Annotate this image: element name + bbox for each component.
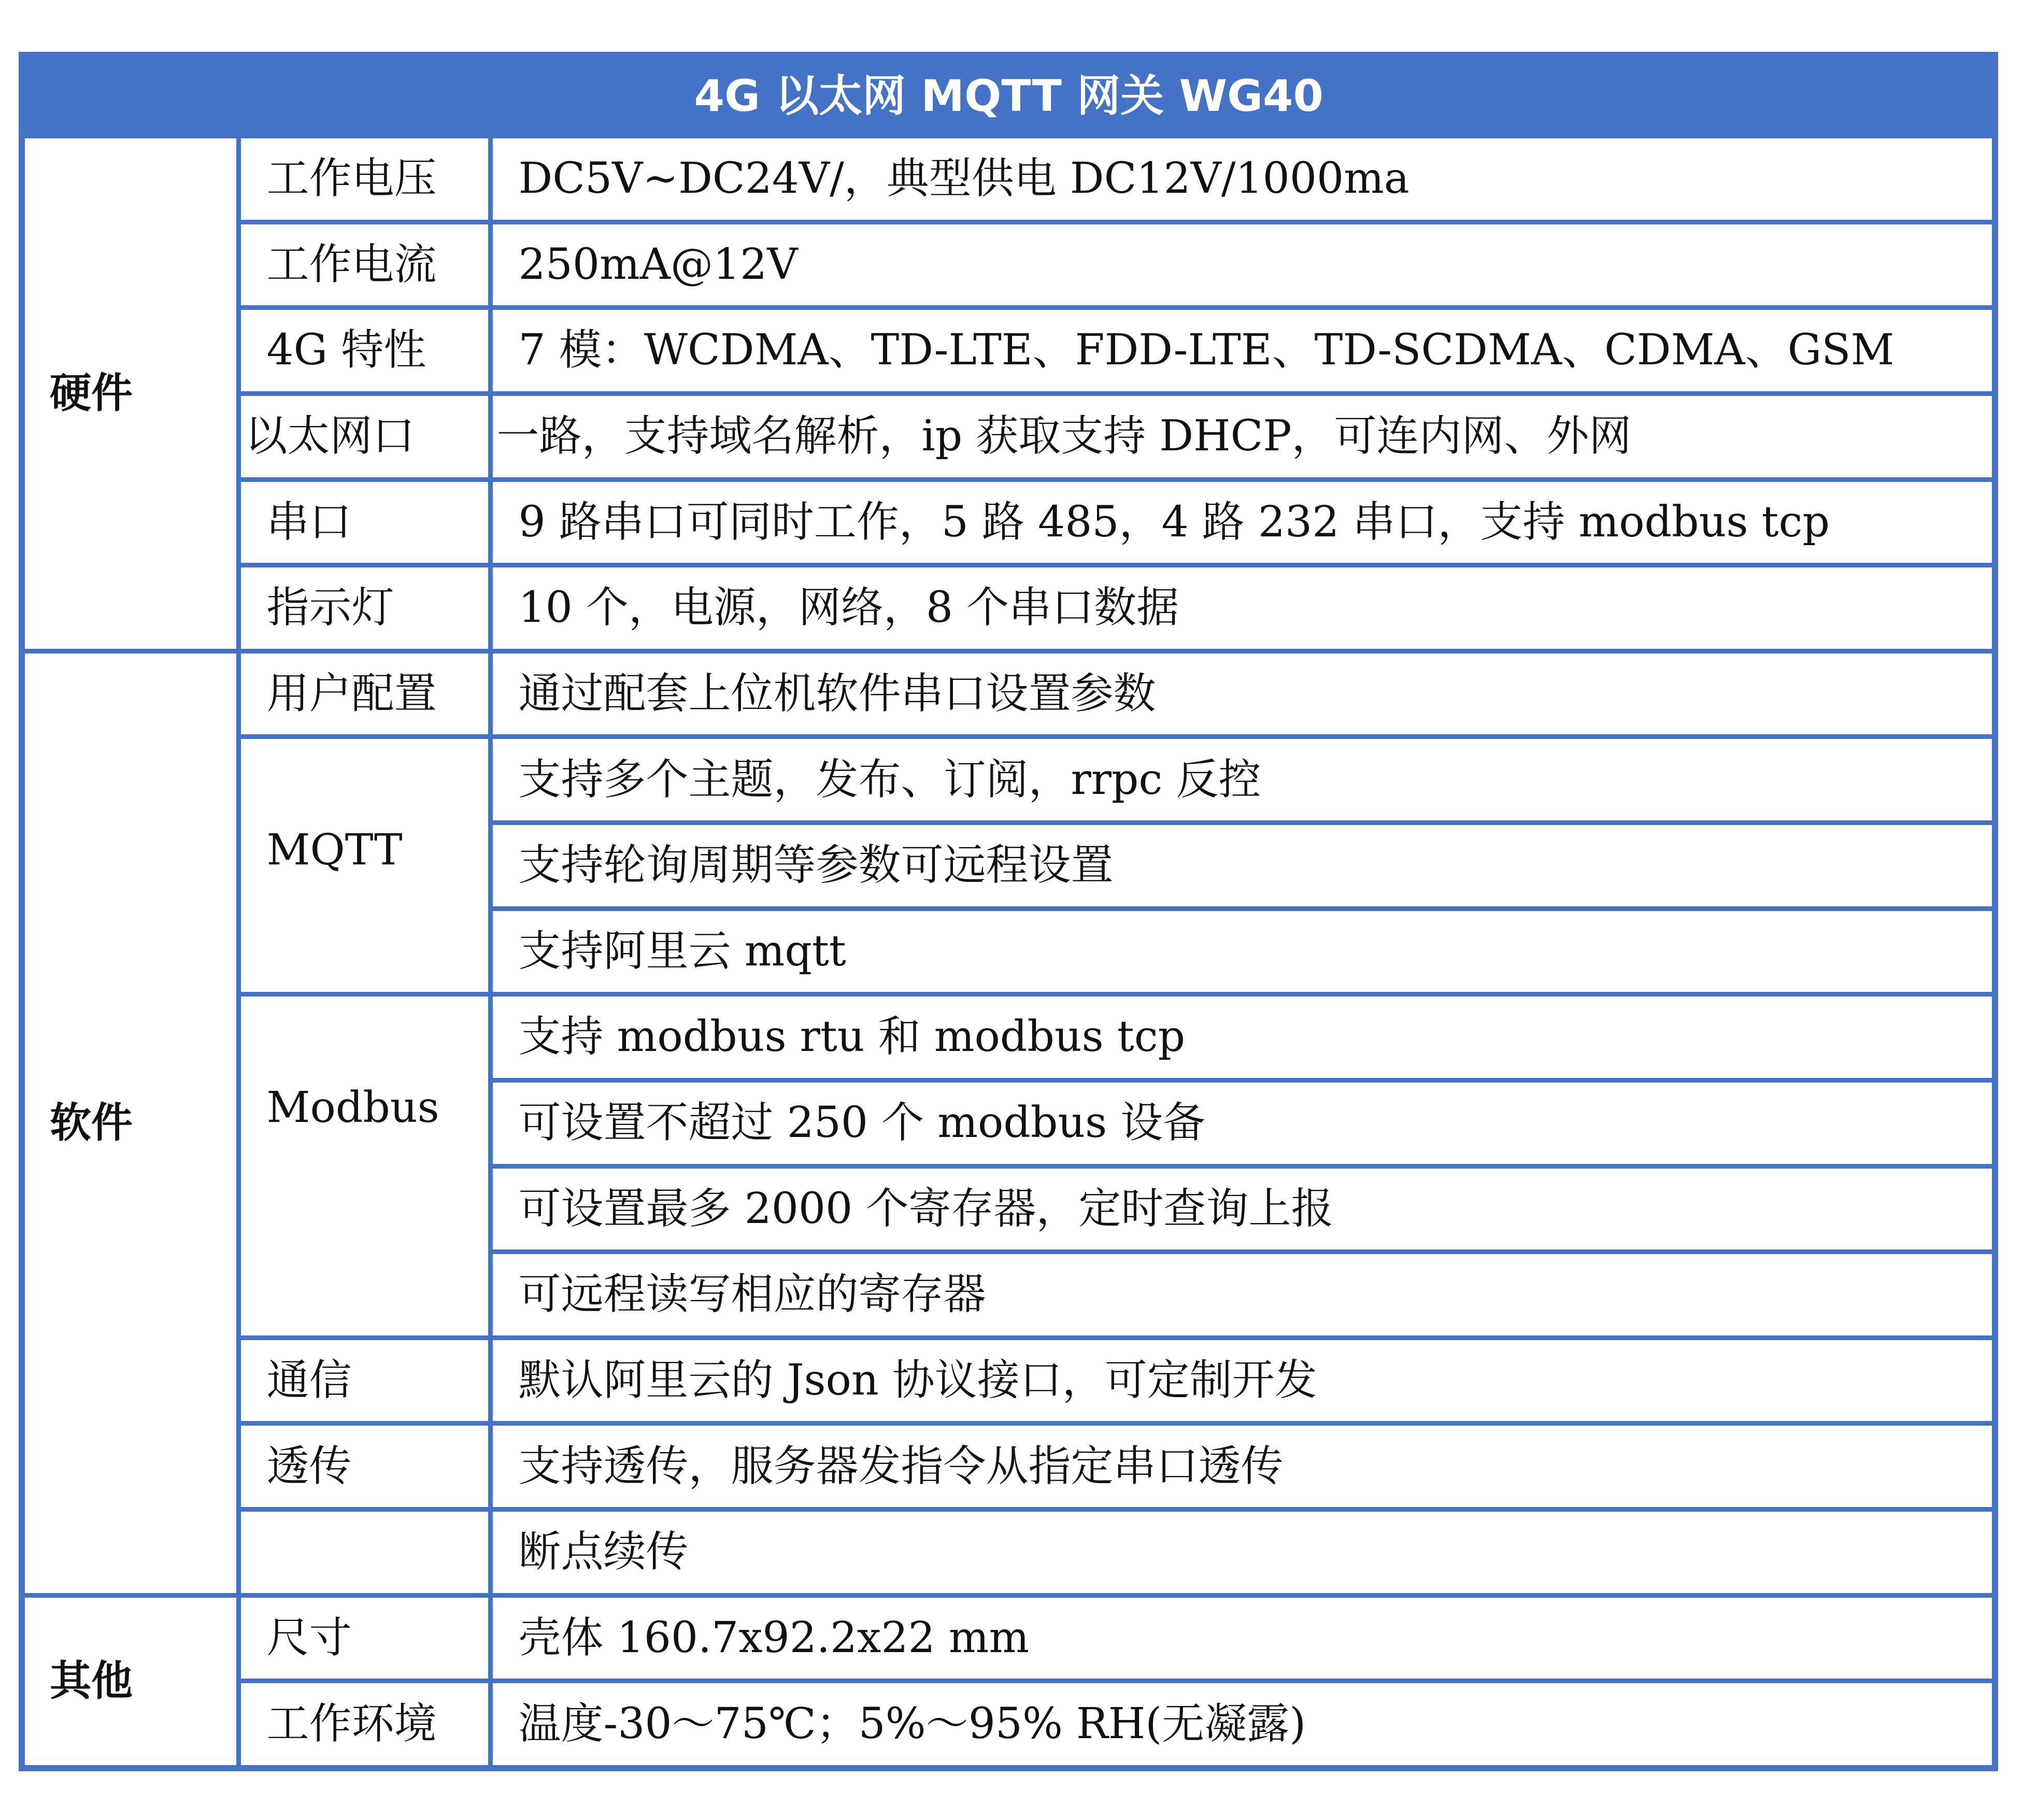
value-4g: 7 模：WCDMA、TD-LTE、FDD-LTE、TD-SCDMA、CDMA、GSM	[490, 308, 1995, 394]
value-serial: 9 路串口可同时工作，5 路 485，4 路 232 串口，支持 modbus tcp	[490, 479, 1995, 565]
table-row	[22, 393, 1995, 479]
category-hardware: 硬件	[22, 136, 238, 651]
value-config: 通过配套上位机软件串口设置参数	[490, 651, 1995, 737]
item-comm: 通信	[238, 1338, 490, 1424]
spec-table	[19, 52, 1998, 1771]
table-row	[22, 1681, 1995, 1768]
item-4g: 4G 特性	[238, 308, 490, 394]
value-modbus-4: 可远程读写相应的寄存器	[490, 1252, 1995, 1338]
value-mqtt-3: 支持阿里云 mqtt	[490, 908, 1995, 994]
item-env: 工作环境	[238, 1681, 490, 1768]
item-mqtt: MQTT	[238, 737, 490, 994]
value-ethernet: 一路，支持域名解析，ip 获取支持 DHCP，可连内网、外网	[490, 393, 1995, 479]
table-row	[22, 994, 1995, 1080]
value-mqtt-1: 支持多个主题，发布、订阅，rrpc 反控	[490, 737, 1995, 823]
value-size: 壳体 160.7x92.2x22 mm	[490, 1595, 1995, 1681]
item-passthrough: 透传	[238, 1424, 490, 1510]
table-row	[22, 1595, 1995, 1681]
item-led: 指示灯	[238, 565, 490, 651]
value-modbus-3: 可设置最多 2000 个寄存器，定时查询上报	[490, 1166, 1995, 1252]
value-mqtt-2: 支持轮询周期等参数可远程设置	[490, 823, 1995, 909]
value-passthrough: 支持透传，服务器发指令从指定串口透传	[490, 1424, 1995, 1510]
table-row	[22, 565, 1995, 651]
table-row	[22, 651, 1995, 737]
table-row	[22, 308, 1995, 394]
table-row	[22, 479, 1995, 565]
value-comm: 默认阿里云的 Json 协议接口，可定制开发	[490, 1338, 1995, 1424]
item-voltage: 工作电压	[238, 136, 490, 222]
category-other: 其他	[22, 1595, 238, 1768]
table-row	[22, 1338, 1995, 1424]
category-software: 软件	[22, 651, 238, 1595]
item-config: 用户配置	[238, 651, 490, 737]
table-row	[22, 1510, 1995, 1596]
item-serial: 串口	[238, 479, 490, 565]
table-row	[22, 1424, 1995, 1510]
value-current: 250mA@12V	[490, 222, 1995, 308]
table-row	[22, 136, 1995, 222]
value-modbus-1: 支持 modbus rtu 和 modbus tcp	[490, 994, 1995, 1080]
value-modbus-2: 可设置不超过 250 个 modbus 设备	[490, 1080, 1995, 1166]
table-row	[22, 737, 1995, 823]
item-resume: 断点续传	[490, 1510, 1995, 1596]
table-title: 4G 以太网 MQTT 网关 WG40	[22, 55, 1995, 136]
value-env: 温度-30～75℃；5%～95% RH(无凝露)	[490, 1681, 1995, 1768]
title-row	[22, 55, 1995, 136]
item-current: 工作电流	[238, 222, 490, 308]
table-row	[22, 222, 1995, 308]
item-ethernet: 以太网口	[238, 393, 490, 479]
category-blank	[238, 1510, 490, 1596]
item-modbus: Modbus	[238, 994, 490, 1338]
value-voltage: DC5V~DC24V/，典型供电 DC12V/1000ma	[490, 136, 1995, 222]
item-size: 尺寸	[238, 1595, 490, 1681]
value-led: 10 个，电源，网络，8 个串口数据	[490, 565, 1995, 651]
